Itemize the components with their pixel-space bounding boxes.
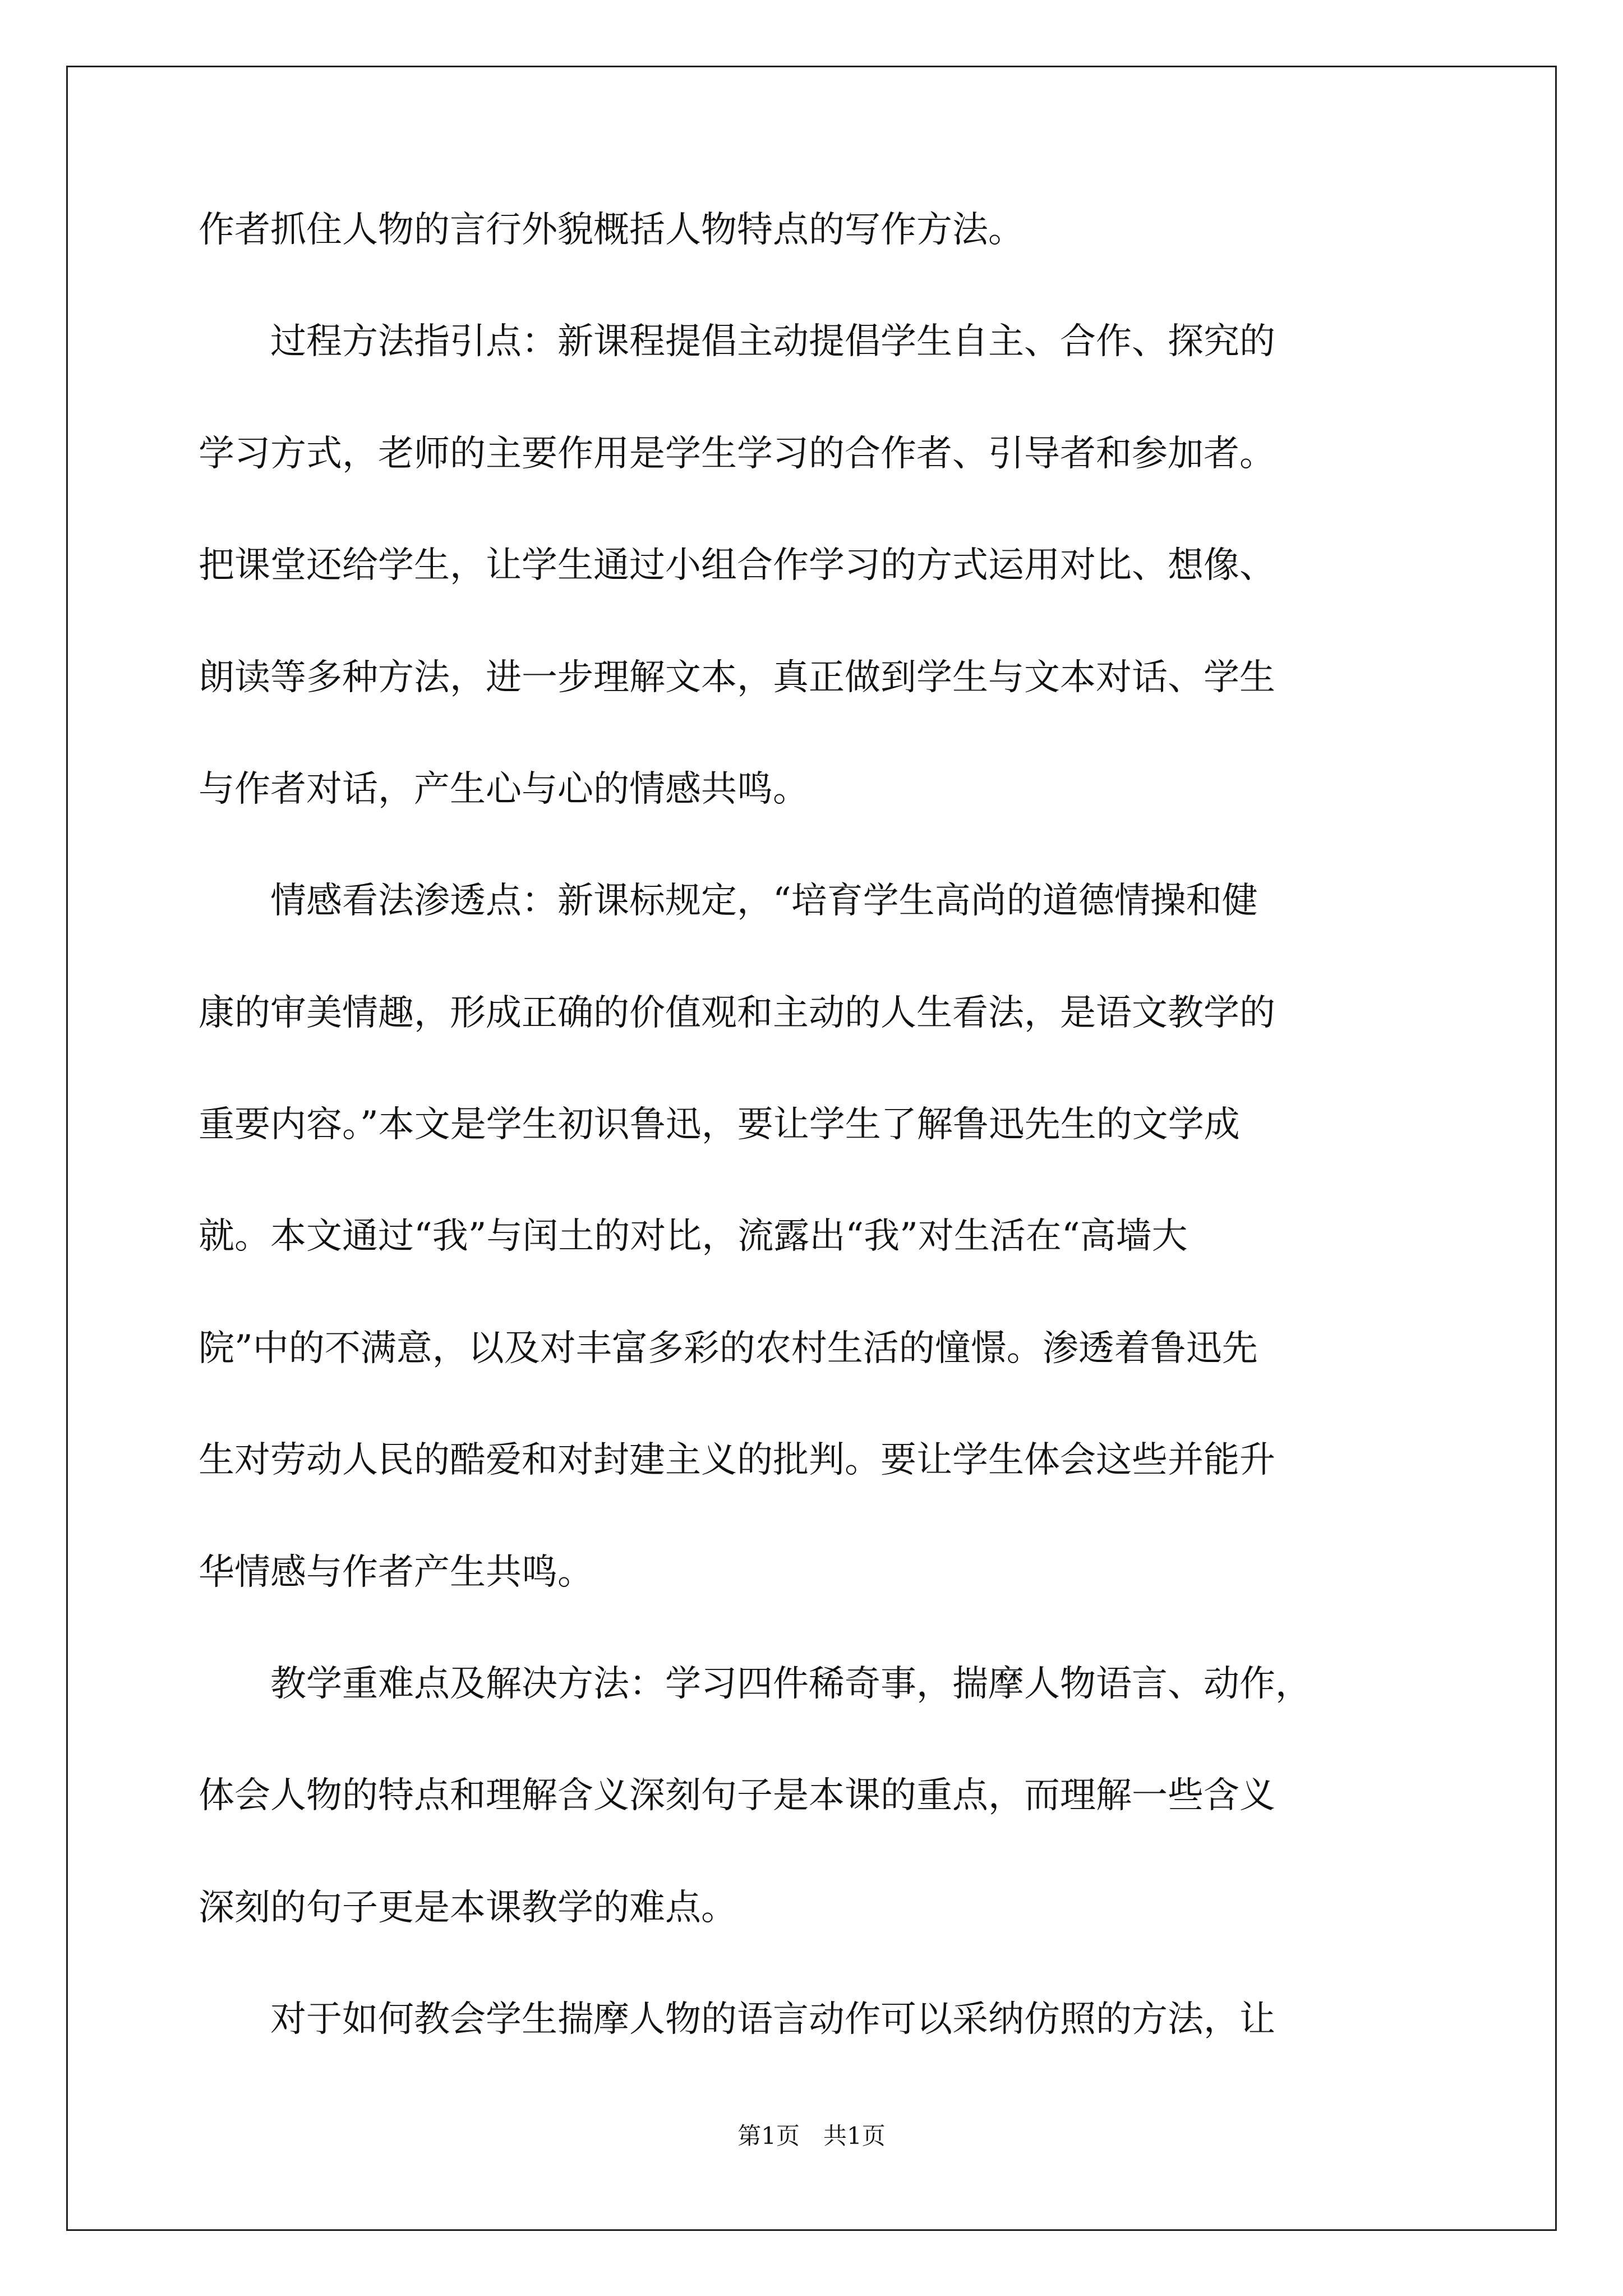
text-line: 生对劳动人民的酷爱和对封建主义的批判。要让学生体会这些并能升 <box>199 1439 1275 1481</box>
text-line: 重要内容。”本文是学生初识鲁迅，要让学生了解鲁迅先生的文学成 <box>199 1104 1240 1145</box>
text-line: 华情感与作者产生共鸣。 <box>199 1552 593 1593</box>
text-line: 就。本文通过“我”与闰土的对比，流露出“我”对生活在“高墙大 <box>199 1216 1188 1257</box>
text-line: 对于如何教会学生揣摩人物的语言动作可以采纳仿照的方法，让 <box>199 1999 1275 2040</box>
text-line: 康的审美情趣，形成正确的价值观和主动的人生看法，是语文教学的 <box>199 992 1275 1034</box>
text-line: 情感看法渗透点：新课标规定，“培育学生高尚的道德情操和健 <box>199 880 1258 922</box>
text-line: 体会人物的特点和理解含义深刻句子是本课的重点，而理解一些含义 <box>199 1775 1275 1816</box>
page-footer: 第1页 共1页 <box>737 2122 886 2150</box>
text-line: 朗读等多种方法，进一步理解文本，真正做到学生与文本对话、学生 <box>199 657 1275 698</box>
text-line: 作者抓住人物的言行外貌概括人物特点的写作方法。 <box>199 209 1024 251</box>
text-line: 院”中的不满意，以及对丰富多彩的农村生活的憧憬。渗透着鲁迅先 <box>199 1328 1258 1369</box>
text-line: 学习方式，老师的主要作用是学生学习的合作者、引导者和参加者。 <box>199 433 1275 475</box>
text-line: 深刻的句子更是本课教学的难点。 <box>199 1887 737 1929</box>
text-line: 教学重难点及解决方法：学习四件稀奇事，揣摩人物语言、动作， <box>199 1663 1311 1705</box>
text-line: 把课堂还给学生，让学生通过小组合作学习的方式运用对比、想像、 <box>199 545 1275 586</box>
text-line: 与作者对话，产生心与心的情感共鸣。 <box>199 769 809 810</box>
text-line: 过程方法指引点：新课程提倡主动提倡学生自主、合作、探究的 <box>199 321 1275 362</box>
